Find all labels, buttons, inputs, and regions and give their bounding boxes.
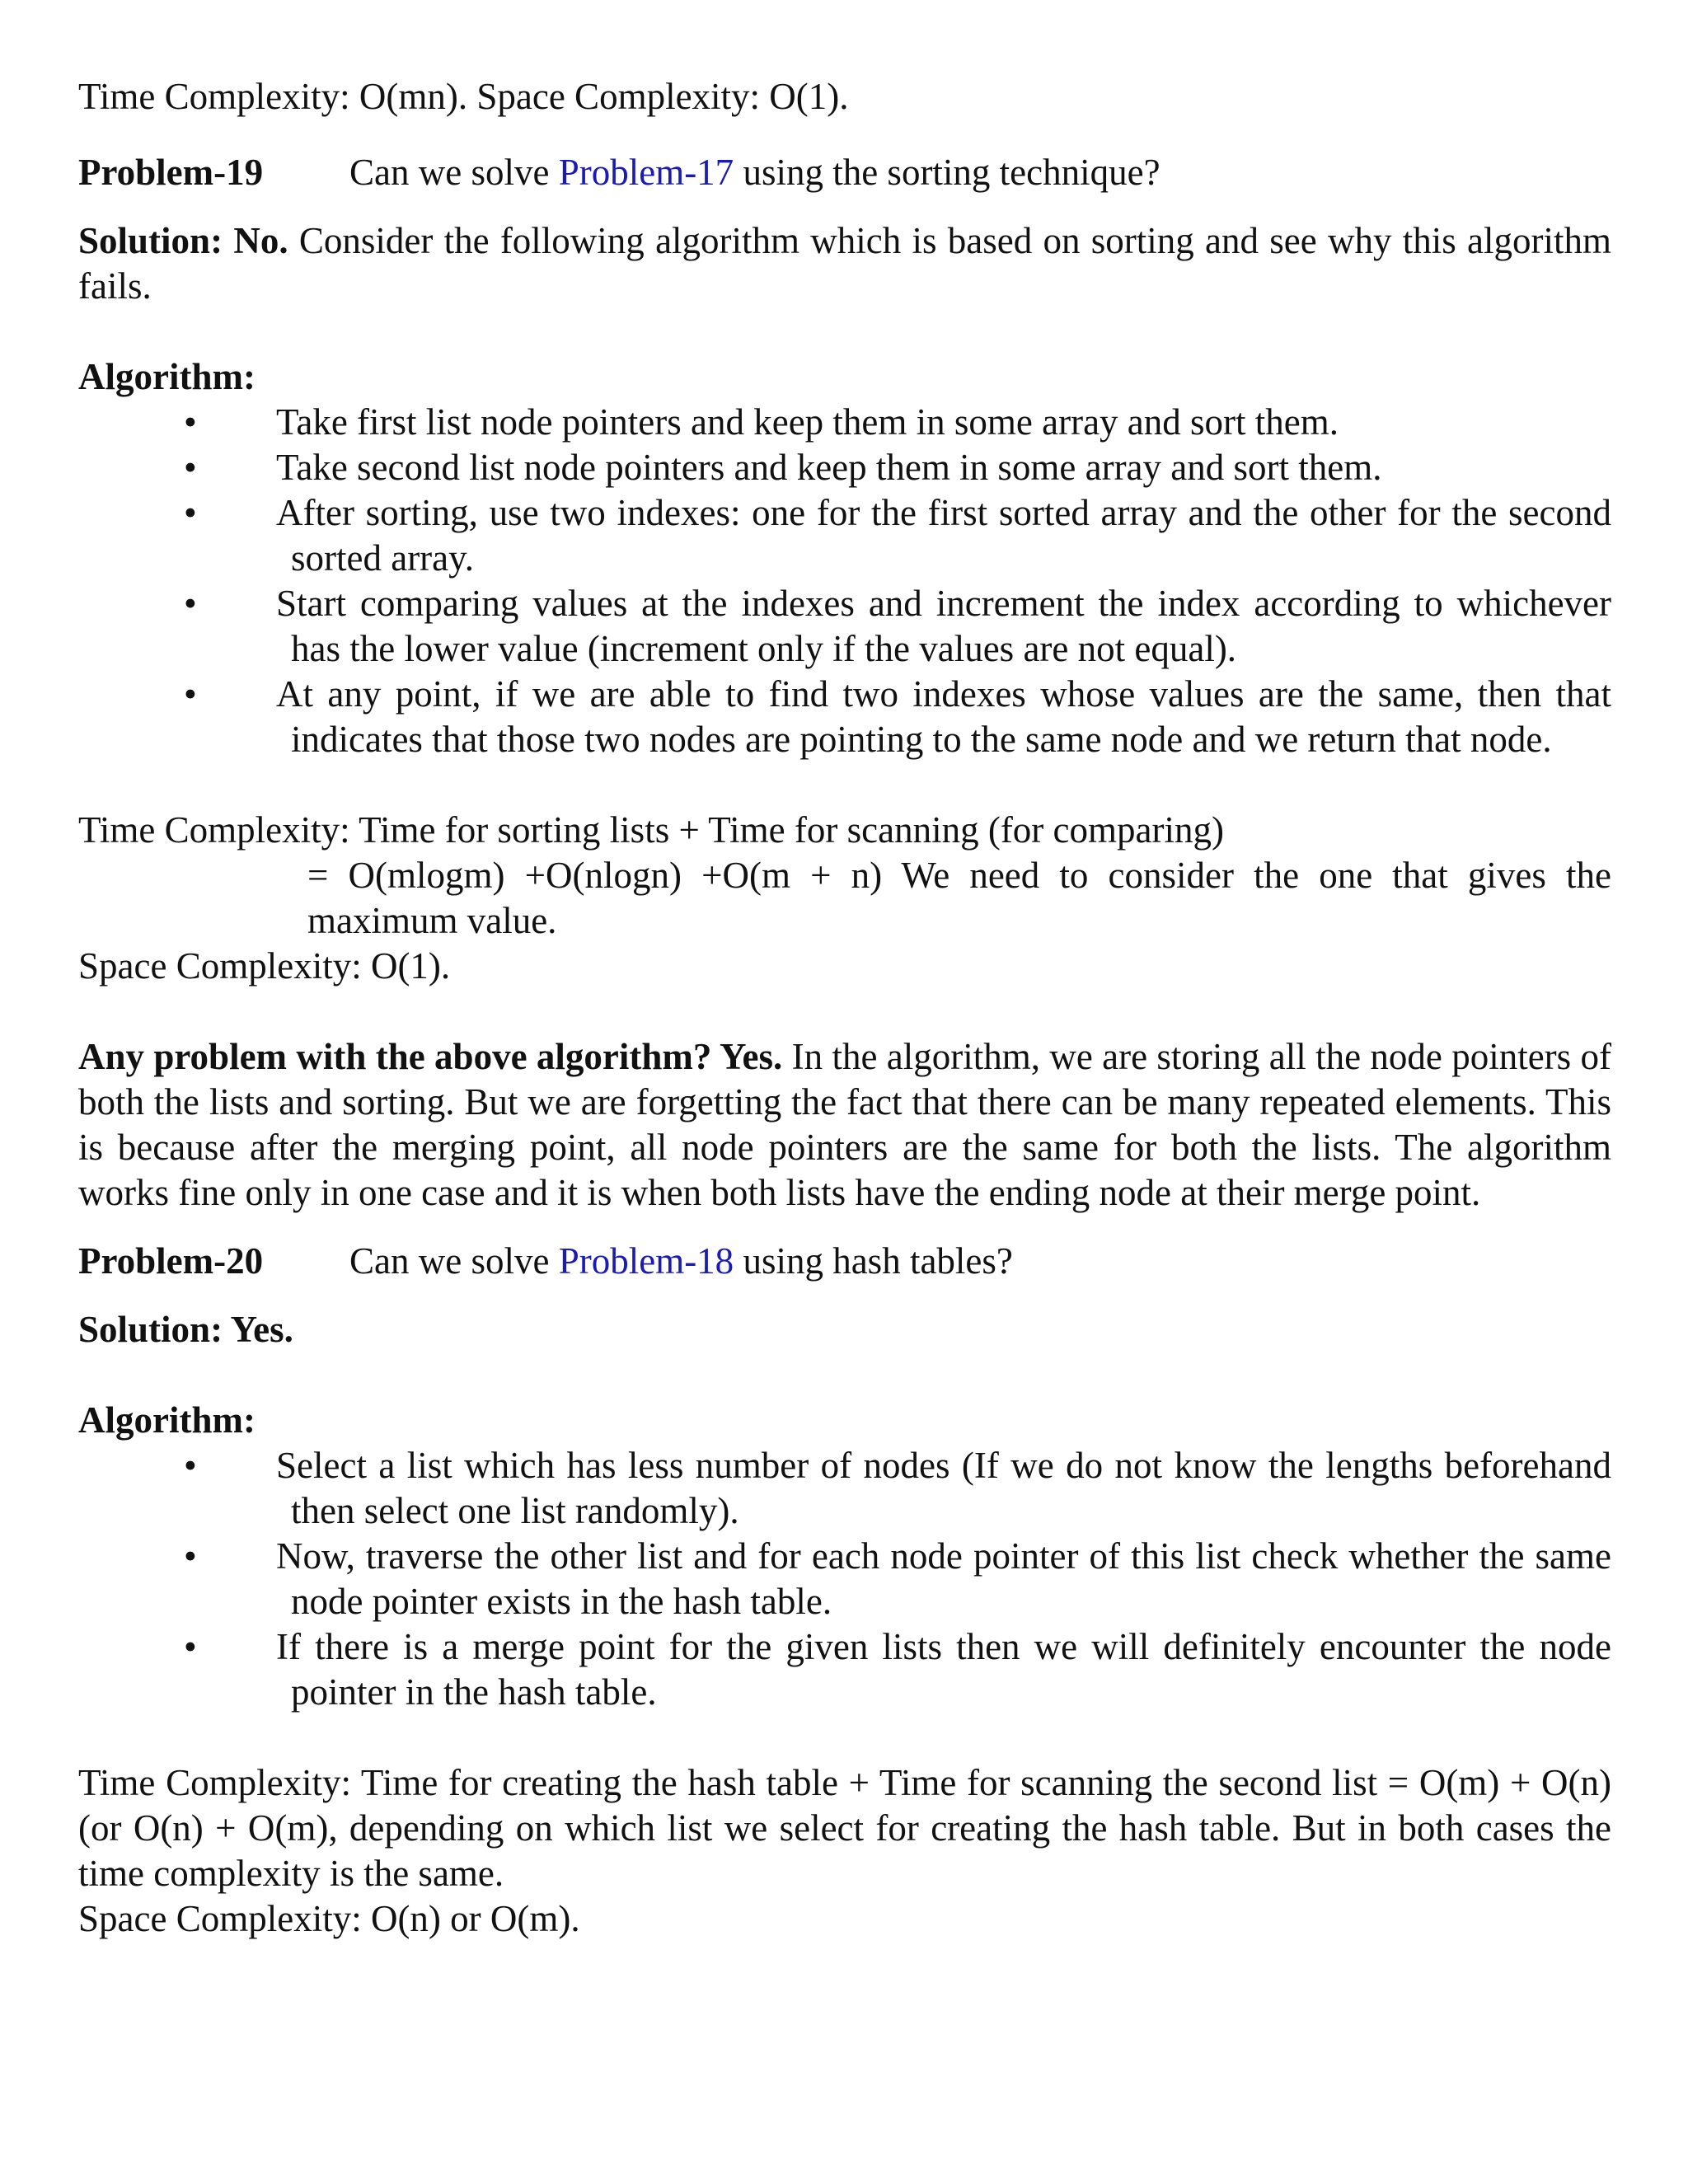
problem-20-text-before: Can we solve (349, 1240, 559, 1282)
list-item: • If there is a merge point for the given lists then we will definitely encounter the node pointer in the hash table. (184, 1626, 1611, 1713)
bullet-icon: • (184, 1535, 197, 1577)
problem-note (78, 1034, 1611, 1216)
bullet-icon: • (184, 1626, 197, 1667)
list-item: • Take second list node pointers and keep them in some array and sort them. (78, 445, 1611, 490)
bullet-icon: • (184, 401, 197, 443)
algorithm-heading-2: Algorithm: (78, 1399, 256, 1441)
problem-17-link[interactable]: Problem-17 (558, 152, 734, 193)
problem-19 (78, 150, 1611, 195)
algorithm-list-2 (78, 1443, 1611, 1715)
space-complexity-2: Space Complexity: O(n) or O(m). (78, 1898, 580, 1939)
list-item: • Select a list which has less number of nodes (If we do not know the lengths beforehand then select one list randomly). (184, 1445, 1611, 1531)
problem-20 (78, 1239, 1611, 1284)
time-complexity-1: Time Complexity: Time for sorting lists + Time for scanning (for comparing) (78, 809, 1224, 851)
list-item: • Now, traverse the other list and for each node pointer of this list check whether the same node pointer exists in the hash table. (184, 1535, 1611, 1622)
problem-20-label: Problem-20 (78, 1240, 264, 1282)
problem-19-question (349, 150, 1160, 195)
problem-19-text-before: Can we solve (349, 152, 559, 193)
time-complexity-1-cont: = O(mlogm) +O(nlogn) +O(m + n) We need to consider the one that gives the maximum value. (307, 855, 1611, 941)
problem-note-lead: Any problem with the above algorithm? Yes. (78, 1036, 783, 1077)
solution-19-text: Consider the following algorithm which is based on sorting and see why this algorithm fails. (78, 220, 1611, 307)
document-page (78, 74, 1611, 1942)
solution-19 (78, 218, 1611, 309)
bullet-icon: • (184, 492, 197, 533)
solution-20: Solution: Yes. (78, 1309, 293, 1350)
space-complexity-1: Space Complexity: O(1). (78, 945, 451, 987)
list-item: • At any point, if we are able to find two indexes whose values are the same, then that indicates that those two nodes are pointing to the same node and we return that node. (184, 673, 1611, 760)
bullet-icon: • (184, 1445, 197, 1486)
problem-19-text-after: using the sorting technique? (734, 152, 1160, 193)
problem-18-link[interactable]: Problem-18 (558, 1240, 734, 1282)
algorithm-heading-1: Algorithm: (78, 356, 256, 397)
problem-note-text: In the algorithm, we are storing all the node pointers of both the lists and sorting. But we are forgetting the fact that there can be many repeated elements. This is because after the merging point, all node pointers are the same for both the lists. The algorithm works fine only in one case and it is when both lists have the ending node at their merge point. (78, 1036, 1611, 1213)
problem-20-question (349, 1239, 1013, 1284)
complexity-line: Time Complexity: O(mn). Space Complexity: O(1). (78, 76, 849, 117)
time-complexity-2: Time Complexity: Time for creating the hash table + Time for scanning the second list = O(m) + O(n) (or O(n) + O(m), depending on which list we select for creating the hash table. But in both cases the time complexity is the same. (78, 1762, 1611, 1894)
list-item: • Take first list node pointers and keep them in some array and sort them. (78, 400, 1611, 445)
solution-19-lead: Solution: No. (78, 220, 288, 261)
list-item: • After sorting, use two indexes: one for the first sorted array and the other for the second sorted array. (184, 492, 1611, 579)
bullet-icon: • (184, 447, 197, 488)
bullet-icon: • (184, 583, 197, 624)
list-item: • Start comparing values at the indexes and increment the index according to whichever has the lower value (increment only if the values are not equal). (184, 583, 1611, 669)
bullet-icon: • (184, 673, 197, 715)
algorithm-list-1 (78, 400, 1611, 762)
problem-19-label: Problem-19 (78, 152, 264, 193)
problem-20-text-after: using hash tables? (734, 1240, 1013, 1282)
